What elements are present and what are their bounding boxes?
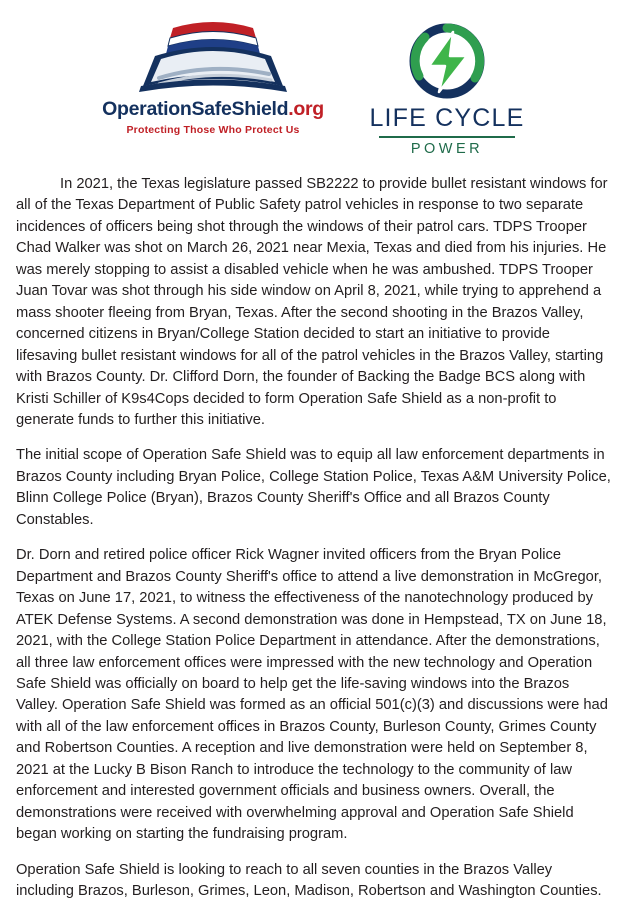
lightning-bolt-globe-icon	[401, 18, 493, 104]
header-logo-row	[14, 10, 616, 166]
oss-logo-title	[102, 100, 324, 120]
paragraph-3: Dr. Dorn and retired police officer Rick Wagner invited officers from the Bryan Police Department and Brazos County Sheriff's office to attend a live demonstration in McGregor, Texas on June 17, 2021, to witness the effectiveness of the nanotechnology produced by ATEK Defense Systems. A second demonstration was done in Hempstead, TX on June 18, 2021, with the College Station Police Department in attendance. After the demonstrations, all three law enforcement offices were impressed with the new technology and Operation Safe Shield was officially on board to help get the life-saving windows into the Brazos Valley. Operation Safe Shield was formed as an official 501(c)(3) and discussions were had with all of the law enforcement offices in Brazos County, Burleson County, Grimes County and Robertson Counties. A reception and live demonstration were held on September 8, 2021 at the Lucky B Bison Ranch to introduce the technology to the community of law enforcement and interested government officials and business owners. Overall, the demonstrations were received with overwhelming approval and Operation Safe Shield began working on starting the fundraising program.	[16, 547, 608, 843]
operation-safe-shield-logo	[98, 16, 328, 136]
paragraph-1: In 2021, the Texas legislature passed SB2222 to provide bullet resistant windows for all of the Texas Department of Public Safety patrol vehicles in response to two separate incidences of officers being shot through the windows of their patrol cars. TDPS Trooper Chad Walker was shot on March 26, 2021 near Mexia, Texas and died from his injuries. He was merely stopping to assist a disabled vehicle when he was ambushed. TDPS Trooper Juan Tovar was shot through his side window on April 8, 2021, while trying to apprehend a mass shooter fleeing from Bryan, Texas. After the second shooting in the Brazos Valley, concerned citizens in Bryan/College Station decided to start an initiative to provide lifesaving bullet resistant windows for all of the patrol vehicles in the Brazos Valley, starting with Brazos County. Dr. Clifford Dorn, the founder of Backing the Badge BCS along with Kristi Schiller of K9s4Cops decided to form Operation Safe Shield as a non-profit to generate funds to further this initiative.	[16, 176, 608, 428]
patrol-car-windshield-icon	[115, 16, 311, 96]
paragraph-2: The initial scope of Operation Safe Shield was to equip all law enforcement departments in Brazos County including Bryan Police, College Station Police, Texas A&M University Police, Blinn College Police (Bryan), Brazos County Sheriff's Office and all Brazos County Constables.	[16, 447, 611, 528]
life-cycle-power-logo	[362, 16, 532, 157]
oss-logo-title-tld: .org	[288, 98, 324, 120]
lcp-logo-title: LIFE CYCLE	[369, 104, 525, 132]
document-body	[14, 174, 616, 903]
oss-logo-title-main: OperationSafeShield	[102, 98, 289, 120]
lcp-logo-subtitle: POWER	[410, 141, 484, 157]
lcp-logo-divider	[379, 136, 515, 138]
paragraph-4: Operation Safe Shield is looking to reach to all seven counties in the Brazos Valley including Brazos, Burleson, Grimes, Leon, Madison, Robertson and Washington Counties.	[16, 861, 602, 900]
oss-logo-tagline: Protecting Those Who Protect Us	[126, 123, 300, 136]
